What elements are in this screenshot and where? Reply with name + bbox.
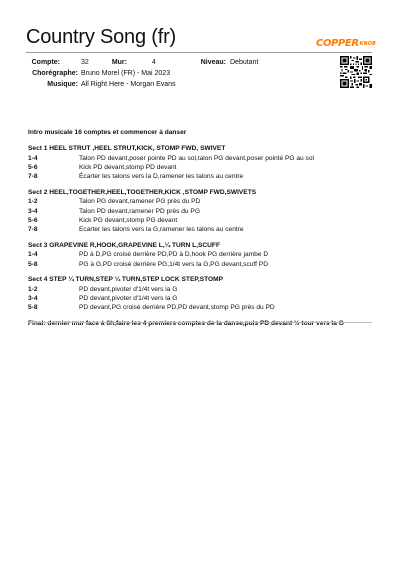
step-row xyxy=(28,260,378,269)
step-row xyxy=(28,207,378,216)
step-row xyxy=(28,197,378,206)
step-count: 1-2 xyxy=(28,198,38,206)
step-row xyxy=(28,163,378,172)
step-count: 7-8 xyxy=(28,173,38,181)
page-title: Country Song (fr) xyxy=(26,26,176,48)
step-row xyxy=(28,225,378,234)
section-4 xyxy=(28,275,378,312)
musique-value: All Right Here - Morgan Evans xyxy=(81,81,176,88)
intro-text: Intro musicale 16 comptes et commencer à danser xyxy=(28,129,187,136)
mur-value: 4 xyxy=(152,59,156,66)
step-row xyxy=(28,216,378,225)
step-count: 1-4 xyxy=(28,154,38,162)
niveau-label: Niveau: xyxy=(200,59,226,66)
step-description: PD devant,pivoter d'1/4t vers la G xyxy=(79,285,178,293)
logo-text: COPPER xyxy=(316,38,359,49)
step-count: 3-4 xyxy=(28,294,38,302)
section-title: Sect 3 GRAPEVINE R,HOOK,GRAPEVINE L,¼ TURN L,SCUFF xyxy=(28,241,220,249)
step-description: Ecarter les talons vers la G,ramener les talons au centre xyxy=(79,226,244,234)
step-description: PG à G,PD croisé derrière PG,1/4t vers la G,PG devant,scuff PD xyxy=(79,260,268,268)
step-count: 1-4 xyxy=(28,251,38,259)
step-row xyxy=(28,172,378,181)
step-count: 3-4 xyxy=(28,207,38,215)
section-3 xyxy=(28,241,378,269)
section-title: Sect 2 HEEL,TOGETHER,HEEL,TOGETHER,KICK ,STOMP FWD,SWIVETS xyxy=(28,188,257,196)
step-row xyxy=(28,154,378,163)
step-row xyxy=(28,285,378,294)
final-note: Final: dernier mur face à 6h,faire les 4 premiers comptes de la danse,puis PD devant ½ tour vers la G xyxy=(28,320,344,328)
title-divider xyxy=(26,52,372,53)
section-title: Sect 4 STEP ¼ TURN,STEP ¼ TURN,STEP LOCK STEP,STOMP xyxy=(28,276,224,284)
step-description: Talon PD devant,poser pointe PD au sol,talon PG devant,poser pointé PG au sol xyxy=(79,154,314,162)
compte-value: 32 xyxy=(81,59,89,66)
sections-list xyxy=(28,144,378,312)
mur-label: Mur: xyxy=(111,59,127,66)
step-count: 5-8 xyxy=(28,260,38,268)
choregraphe-value: Bruno Morel (FR) - Mai 2023 xyxy=(81,70,171,77)
copperknob-logo xyxy=(316,38,376,50)
step-description: Talon PD devant,ramener PD près du PG xyxy=(79,207,200,215)
step-row xyxy=(28,294,378,303)
stepsheet-content xyxy=(28,128,378,328)
section-2 xyxy=(28,188,378,234)
section-1 xyxy=(28,144,378,181)
step-row xyxy=(28,250,378,259)
compte-label: Compte: xyxy=(31,59,60,66)
step-description: Kick PG devant,stomp PG devant xyxy=(79,216,178,224)
step-description: PD devant,pivoter d'1/4t vers la G xyxy=(79,294,178,302)
choregraphe-label: Chorégraphe: xyxy=(32,70,78,77)
step-description: Écarter les talons vers la D,ramener les talons au centre xyxy=(79,173,244,181)
step-count: 1-2 xyxy=(28,285,38,293)
step-description: PD à D,PG croisé derrière PD,PD à D,hook PG derrière jambe D xyxy=(79,251,269,259)
step-count: 7-8 xyxy=(28,226,38,234)
logo-sub: KNOB xyxy=(359,41,376,47)
section-title: Sect 1 HEEL STRUT ,HEEL STRUT,KICK, STOMP FWD, SWIVET xyxy=(28,145,226,153)
step-count: 5-6 xyxy=(28,163,38,171)
step-count: 5-6 xyxy=(28,216,38,224)
musique-label: Musique: xyxy=(47,81,78,88)
step-description: PD devant,PG croisé derrière PD,PD devant,stomp PG près du PD xyxy=(79,304,275,312)
step-description: Kick PD devant,stomp PD devant xyxy=(79,163,177,171)
niveau-value: Debutant xyxy=(230,59,259,66)
step-row xyxy=(28,303,378,312)
bottom-divider xyxy=(28,322,372,323)
qr-code xyxy=(340,56,372,88)
step-description: Talon PG devant,ramener PG près du PD xyxy=(79,198,201,206)
step-count: 5-8 xyxy=(28,304,38,312)
